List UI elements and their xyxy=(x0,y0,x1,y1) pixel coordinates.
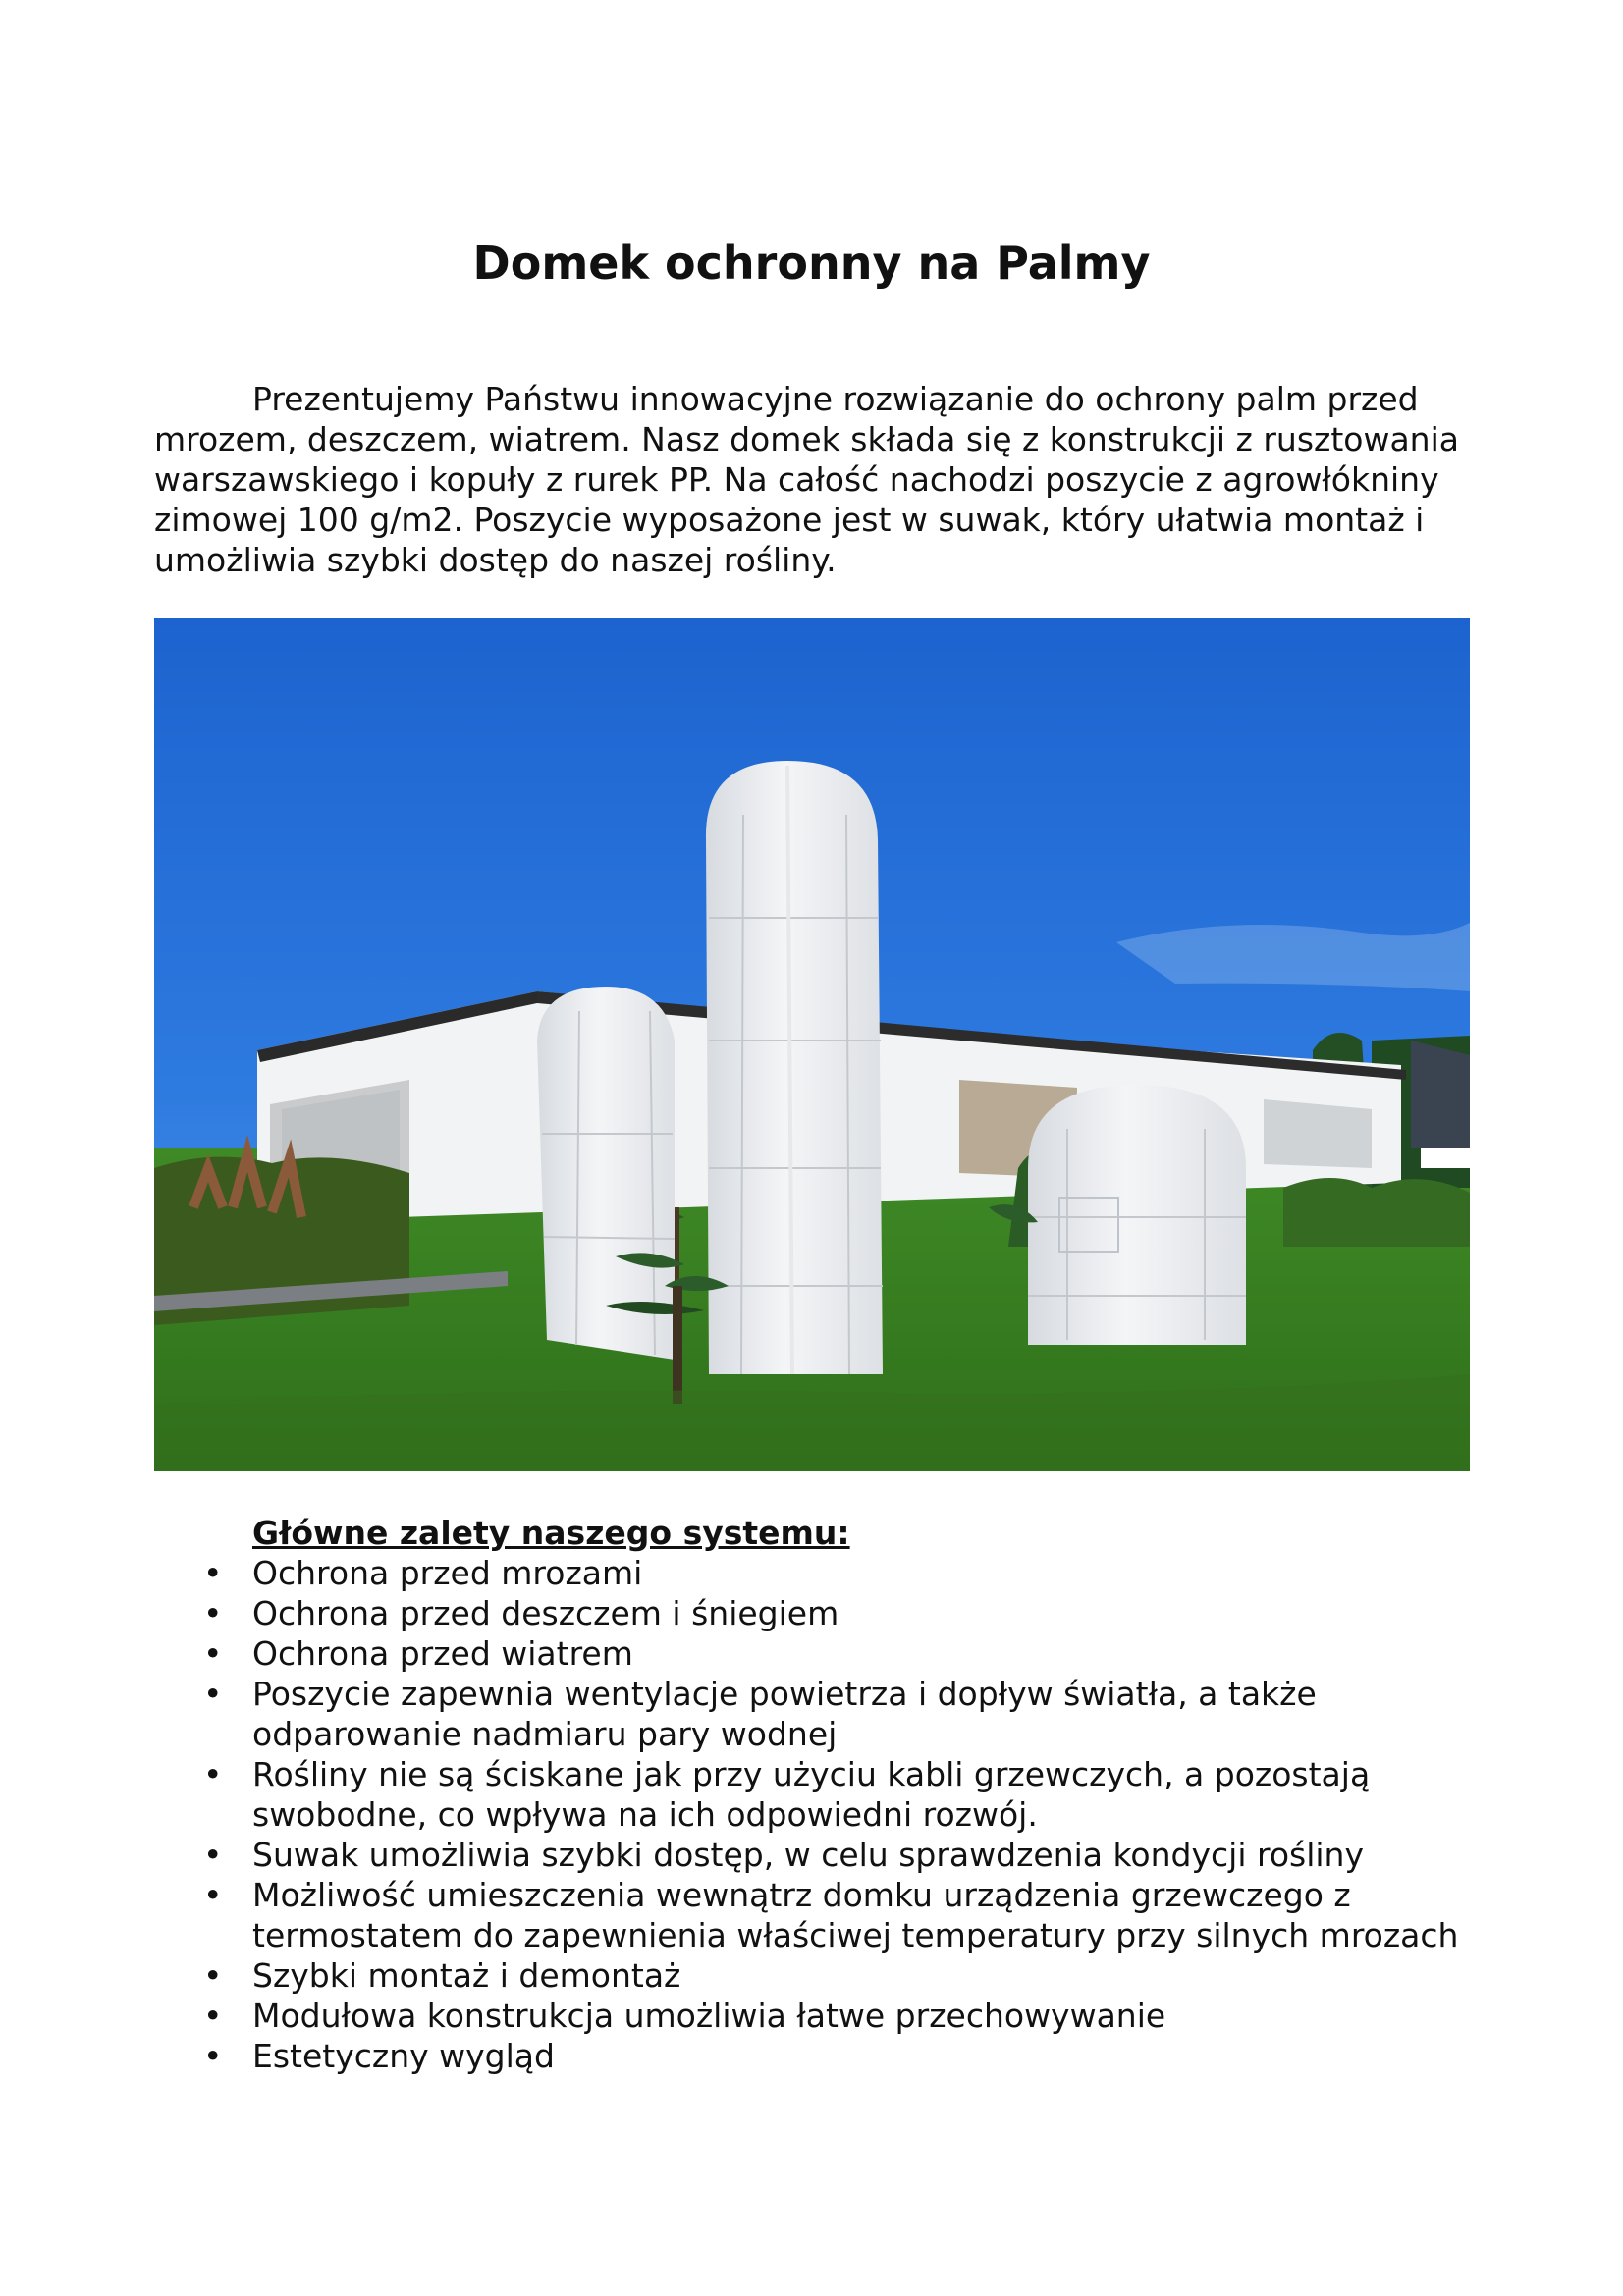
product-photo xyxy=(154,618,1470,1471)
benefit-item: • Suwak umożliwia szybki dostęp, w celu sprawdzenia kondycji rośliny xyxy=(154,1835,1470,1875)
palm-covers-photo xyxy=(154,618,1470,1471)
benefit-item: • Ochrona przed deszczem i śniegiem xyxy=(154,1593,1470,1633)
benefit-item: • Szybki montaż i demontaż xyxy=(154,1955,1470,1996)
benefits-list xyxy=(154,1553,1470,2076)
benefit-item: • Ochrona przed mrozami xyxy=(154,1553,1470,1593)
benefit-item: • Możliwość umieszczenia wewnątrz domku urządzenia grzewczego z termostatem do zapewnienia właściwej temperatury przy silnych mrozach xyxy=(154,1875,1470,1955)
benefits-heading: Główne zalety naszego systemu: xyxy=(252,1514,850,1552)
benefit-item: • Modułowa konstrukcja umożliwia łatwe przechowywanie xyxy=(154,1996,1470,2036)
benefit-item: • Poszycie zapewnia wentylacje powietrza i dopływ światła, a także odparowanie nadmiaru pary wodnej xyxy=(154,1674,1470,1754)
benefit-item: • Ochrona przed wiatrem xyxy=(154,1633,1470,1674)
benefit-item: • Rośliny nie są ściskane jak przy użyciu kabli grzewczych, a pozostają swobodne, co wpływa na ich odpowiedni rozwój. xyxy=(154,1754,1470,1835)
intro-paragraph: Prezentujemy Państwu innowacyjne rozwiązanie do ochrony palm przed mrozem, deszczem, wiatrem. Nasz domek składa się z konstrukcji z rusztowania warszawskiego i kopuły z rurek PP. Na całość nachodzi poszycie z agrowłókniny zimowej 100 g/m2. Poszycie wyposażone jest w suwak, który ułatwia montaż i umożliwia szybki dostęp do naszej rośliny. xyxy=(154,380,1459,579)
benefit-item: • Estetyczny wygląd xyxy=(154,2036,1470,2076)
page-title: Domek ochronny na Palmy xyxy=(472,237,1151,290)
